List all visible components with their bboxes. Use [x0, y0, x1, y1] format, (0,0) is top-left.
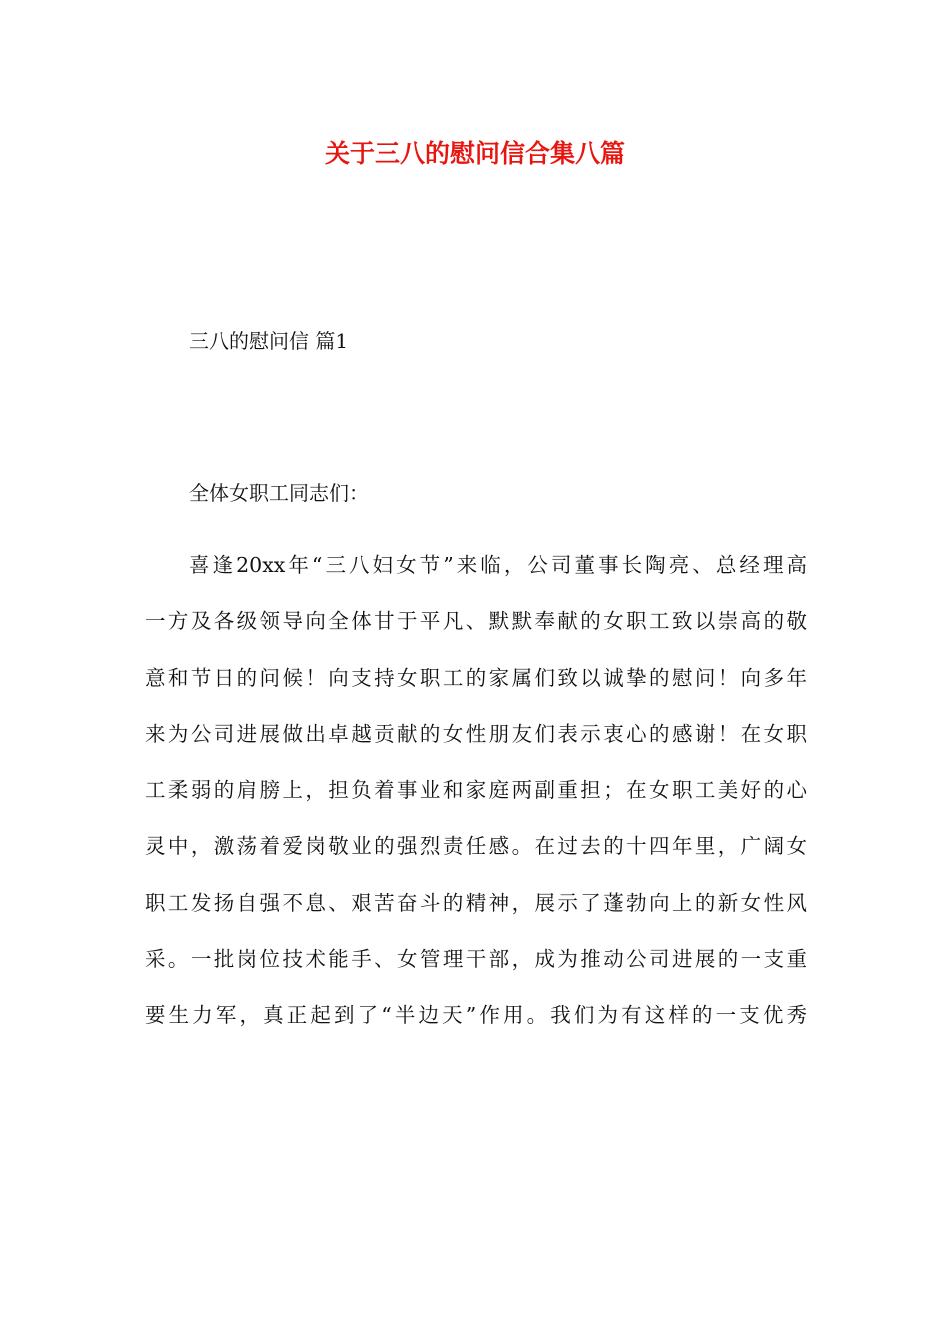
salutation: 全体女职工同志们： — [189, 481, 369, 505]
body-line: 喜逢20xx年“三八妇女节”来临，公司董事长陶亮、总经理高 — [189, 553, 807, 577]
body-line: 灵中，激荡着爱岗敬业的强烈责任感。在过去的十四年里，广阔女 — [145, 834, 807, 859]
section-heading: 三八的慰问信 篇1 — [189, 329, 349, 353]
body-line: 采。一批岗位技术能手、女管理干部，成为推动公司进展的一支重 — [145, 947, 807, 972]
letter-body — [145, 543, 807, 1050]
body-line: 工柔弱的肩膀上，担负着事业和家庭两副重担；在女职工美好的心 — [145, 778, 807, 803]
body-line: 要生力军，真正起到了“半边天”作用。我们为有这样的一支优秀 — [145, 1003, 807, 1028]
document-title: 关于三八的慰问信合集八篇 — [324, 139, 625, 168]
body-line: 来为公司进展做出卓越贡献的女性朋友们表示衷心的感谢！在女职 — [145, 721, 807, 746]
body-line: 一方及各级领导向全体甘于平凡、默默奉献的女职工致以崇高的敬 — [145, 609, 807, 634]
body-line: 意和节日的问候！向支持女职工的家属们致以诚挚的慰问！向多年 — [145, 665, 807, 690]
body-line: 职工发扬自强不息、艰苦奋斗的精神，展示了蓬勃向上的新女性风 — [145, 890, 807, 915]
